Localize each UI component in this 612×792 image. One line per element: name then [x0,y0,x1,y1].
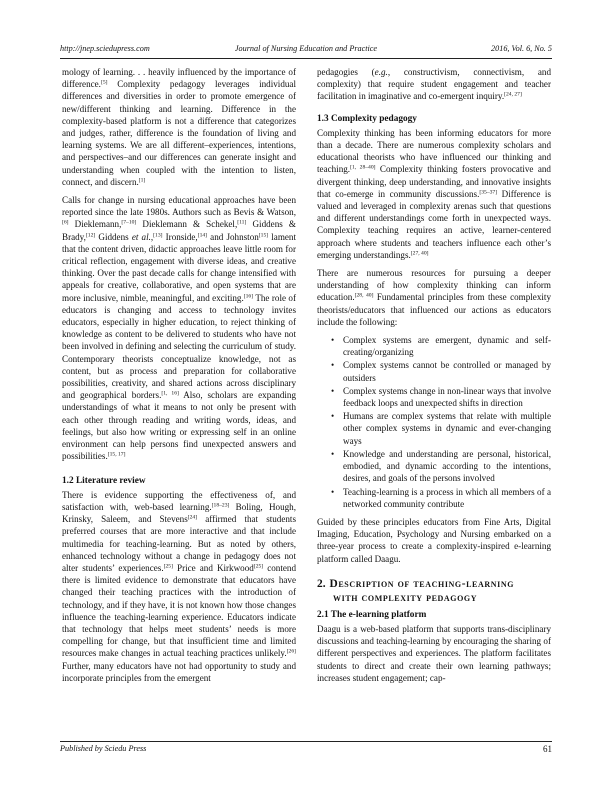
page-number: 61 [543,744,552,754]
citation[interactable]: [15] [258,232,269,239]
paragraph: Daagu is a web-based platform that supports trans-disciplinary discussions and teaching-learning by encouraging the sharing of different perspectives and experiences. The platform facilitates students to direct and create their own learning pathways; increases student engagement; cap- [317,623,551,683]
citation[interactable]: [25] [253,563,264,570]
citation[interactable]: [28, 40] [354,292,374,299]
citation[interactable]: [5] [100,79,108,86]
paragraph: Complexity thinking has been informing educators for more than a decade. There are numerous complexity scholars and educational theorists who have influenced our thinking and teaching.[1, 28–40] Complexity thinking fosters provocative and divergent thinking, deep understanding, and innovative insights that co-emerge in community discussions.[35–37] Difference is valued and leveraged in complexity arenas such that questions and different understandings come forth in unexpected ways. Complexity teaching requires an active, learner-centered approach where students and teachers influence each other’s emerging understandings.[27, 40] [317,127,552,260]
paragraph: There is evidence supporting the effectiveness of, and satisfaction with, web-based learning.[18–23] Boling, Hough, Krinsky, Saleem, and Stevens[24] affirmed that students preferred courses that are more interactive and that include multimedia for teaching-learning. But as noted by others, enhanced technology without a change in pedagogy does not alter students’ experiences.[25] Price and Kirkwood[25] contend there is limited evidence to demonstrate that educators have changed their teaching practices with the introduction of technology, and if they have, it is not known how those changes influence the teaching-learning experience. Educators indicate that technology that helps meet students’ needs is more compelling for change, but that insufficient time and limited resources make changes in actual teaching practices unlikely.[26] Further, many educators have not had opportunity to study and incorporate principles from the emergent [62,489,297,683]
journal-title: Journal of Nursing Education and Practice [234,44,378,53]
citation[interactable]: [18–23] [211,502,230,509]
subsection-heading-e-learning-platform: 2.1 The e-learning platform [317,609,427,620]
list-item: • Humans are complex systems that relate with multiple other complex systems in dynamic and ever-changing ways [343,410,551,447]
citation[interactable]: [1, 16] [161,390,179,397]
subsection-heading-literature-review: 1.2 Literature review [62,475,146,486]
paragraph: There are numerous resources for pursuing a deeper understanding of how complexity thinking can inform education.[28, 40] Fundamental principles from these complexity theorists/educators that influenced our actions as educators include the following: [317,268,551,327]
section-heading-description: 2. Description of teaching-learning with complexity pedagogy [317,577,515,604]
citation[interactable]: [24] [187,514,198,521]
volume-info: 2016, Vol. 6, No. 5 [491,44,552,53]
citation[interactable]: [26] [286,648,296,655]
citation[interactable]: [27, 40] [410,250,429,257]
citation[interactable]: [13] [153,232,163,239]
right-column [317,66,551,690]
citation[interactable]: [25] [163,563,173,570]
citation[interactable]: [15, 17] [107,451,126,458]
citation[interactable]: [14] [197,232,208,239]
left-column [62,66,296,690]
paragraph: mology of learning. . . heavily influenced by the importance of difference.[5] Complexity pedagogy leverages individual differences and diversities in order to promote emergence of new/different thinking and learning. Difference in the complexity-based platform is not a difference that categorizes and judges, rather, difference is the foundation of living and learning systems. We are all different–experiences, intentions, and perspectives–and our differences can generate insight and understanding when coupled with the intention to listen, connect, and discern.[1] [62,67,296,187]
citation[interactable]: [11] [237,219,247,226]
paragraph: Calls for change in nursing educational approaches have been reported since the late 1980s. Authors such as Bevis & Watson,[6] Dieklemann,[7–10] Dieklemann & Schekel,[11] Giddens & Brady,[12] Giddens et al.,[13] Ironside,[14] and Johnston[15] lament that the content driven, didactic approaches leave little room for critical reflection, engagement with diverse ideas, and creative thinking. Over the past decade calls for change intensified with appeals for creative, collaborative, and open systems that are more inclusive, nimble, meaningful, and exciting.[16] The role of educators is changing and access to technology invites educators, especially in higher education, to reject thinking of knowledge as content to be delivered to students who have not been involved in defining and selecting the curriculum of study. Contemporary theorists conceptualize knowledge, not as content, but as process and preparation for collaborative possibilities, creativity, and shared actions across disciplinary and geographical borders.[1, 16] Also, scholars are expanding understandings of what it means to not only be present with each other through reading and writing words, ideas, and feelings, but also how writing or expressing self in an online environment can help persons find unexpected answers and possibilities.[15, 17] [62,195,297,462]
paragraph: pedagogies (e.g., constructivism, connectivism, and complexity) that require student engagement and teacher facilitation in imaginative and co-emergent inquiry.[24, 27] [317,67,551,102]
subsection-heading-complexity-pedagogy: 1.3 Complexity pedagogy [317,113,417,124]
paragraph: Guided by these principles educators from Fine Arts, Digital Imaging, Education, Psychology and Nursing embarked on a three-year process to create a complexity-inspired e-learning platform called Daagu. [317,516,551,564]
citation[interactable]: [1, 28–40] [350,164,376,171]
running-header [60,44,552,57]
citation[interactable]: [6] [62,219,69,226]
citation[interactable]: [12] [85,232,96,239]
citation[interactable]: [7–10] [121,219,137,226]
journal-url[interactable]: http://jnep.sciedupress.com [60,44,150,53]
list-item: • Complex systems change in non-linear ways that involve feedback loops and unexpected shifts in direction [343,385,551,409]
list-item: • Complex systems are emergent, dynamic and self-creating/organizing [343,334,551,358]
list-item: • Teaching-learning is a process in which all members of a networked community contribute [343,486,551,510]
citation[interactable]: [1] [138,177,146,184]
list-item: • Complex systems cannot be controlled or managed by outsiders [343,359,551,383]
running-footer [60,744,552,756]
citation[interactable]: [16] [243,293,254,300]
citation[interactable]: [35–37] [479,189,498,196]
principles-list [317,334,551,510]
footer-rule [60,741,552,742]
citation[interactable]: [24, 27] [504,91,522,98]
header-rule [60,58,552,59]
publisher: Published by Sciedu Press [60,744,147,753]
list-item: • Knowledge and understanding are personal, historical, embodied, and dynamic according to the intentions, desires, and goals of the persons involved [343,448,551,485]
